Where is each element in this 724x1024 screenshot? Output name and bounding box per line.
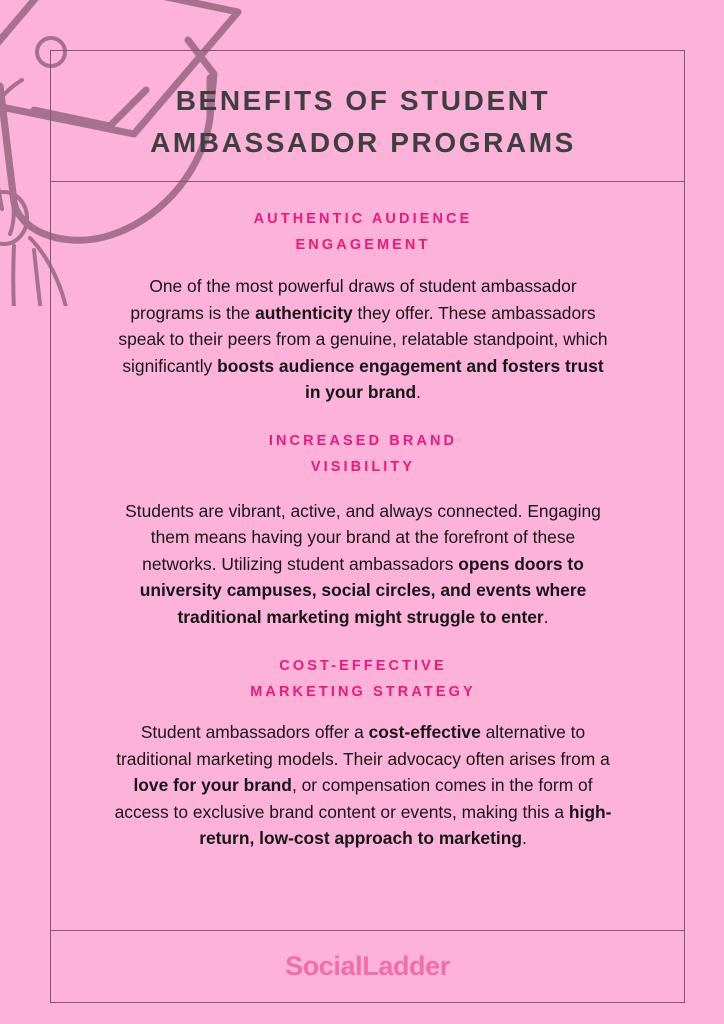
section-heading-line-2: ENGAGEMENT — [295, 237, 431, 253]
section-increased-brand-visibility — [113, 428, 613, 631]
sections-list — [113, 206, 613, 870]
section-body: Student ambassadors offer a cost-effective alternative to traditional marketing models. Their advocacy often arises from a love for your brand, or compensation comes in the form of access to exclusive brand content or events, making this a high-return, low-cost approach to marketing. — [114, 722, 612, 848]
section-authentic-audience-engagement — [113, 206, 613, 406]
section-heading — [113, 206, 613, 258]
section-cost-effective-marketing-strategy — [113, 653, 613, 852]
section-heading-line-2: VISIBILITY — [310, 458, 416, 475]
page-title — [113, 80, 613, 164]
section-body: One of the most powerful draws of student ambassador programs is the authenticity they offer. These ambassadors speak to their peers from a genuine, relatable standpoint, which significantly boosts audience engagement and fosters trust in your brand. — [118, 276, 608, 402]
brand-logo: SocialLadder — [285, 951, 450, 981]
section-heading — [113, 653, 613, 705]
section-heading-line-1: COST-EFFECTIVE — [279, 658, 447, 674]
section-heading — [113, 428, 613, 480]
section-body: Students are vibrant, active, and always connected. Engaging them means having your brand at the forefront of these networks. Utilizing student ambassadors opens doors to university campuses, social circles, and events where traditional marketing might struggle to enter. — [125, 500, 601, 627]
page-title-line-2: AMBASSADOR PROGRAMS — [150, 127, 576, 158]
section-heading-line-1: INCREASED BRAND — [268, 432, 458, 449]
section-heading-line-1: AUTHENTIC AUDIENCE — [253, 211, 473, 227]
section-heading-line-2: MARKETING STRATEGY — [250, 684, 476, 700]
page-title-line-1: BENEFITS OF STUDENT — [175, 85, 551, 116]
footer — [50, 930, 685, 1003]
